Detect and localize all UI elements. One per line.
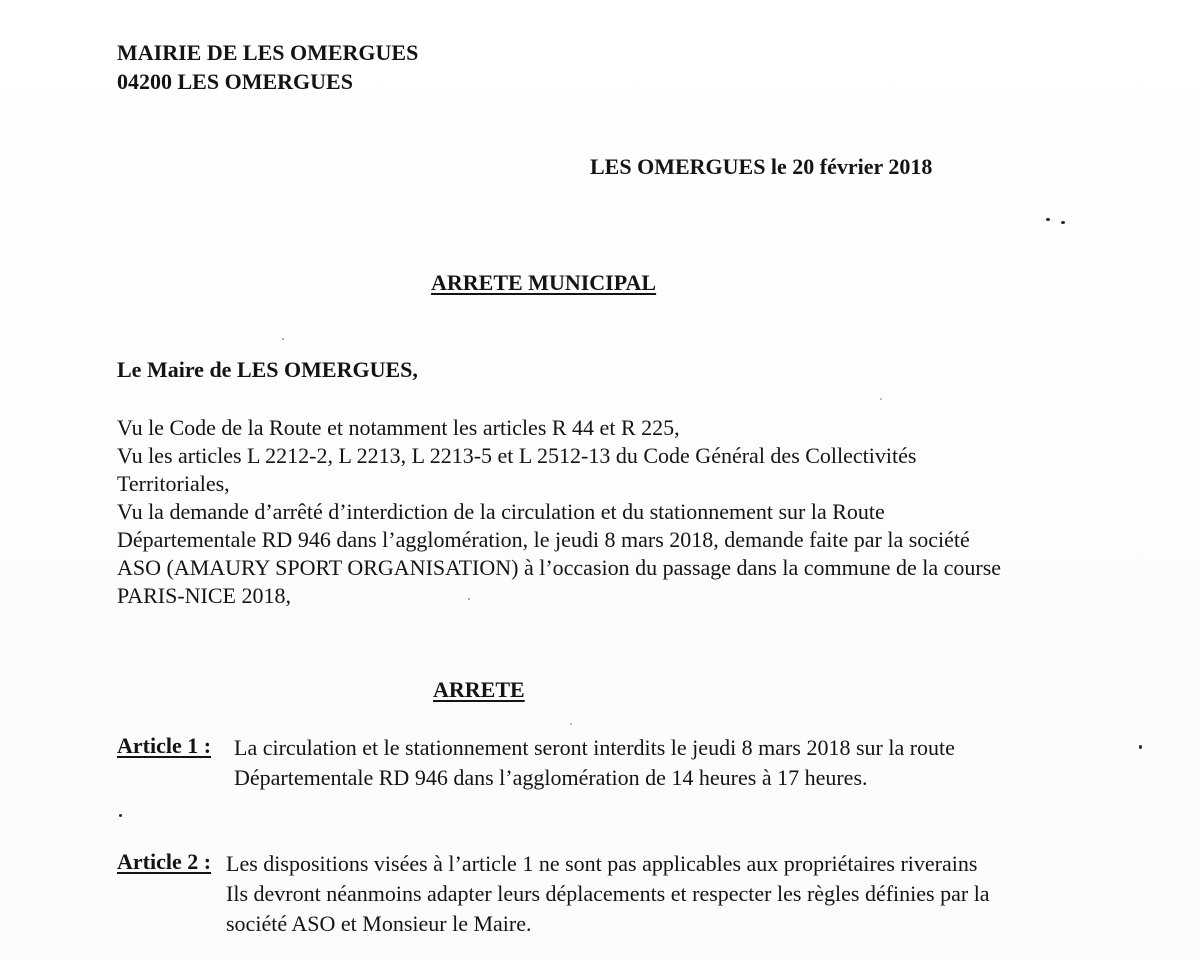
sender-block <box>117 38 418 96</box>
article-line: Les dispositions visées à l’article 1 ne sont pas applicables aux propriétaires riverains <box>226 851 978 876</box>
preamble-line: PARIS-NICE 2018, <box>117 583 291 608</box>
article-line: Départementale RD 946 dans l’agglomération de 14 heures à 17 heures. <box>234 765 868 790</box>
preamble-line: Départementale RD 946 dans l’agglomération, le jeudi 8 mars 2018, demande faite par la société <box>117 527 970 552</box>
article-1-text <box>234 733 955 793</box>
article-2-text <box>226 849 990 939</box>
article-line: Ils devront néanmoins adapter leurs déplacements et respecter les règles définies par la <box>226 881 990 906</box>
place-and-date: LES OMERGUES le 20 février 2018 <box>590 154 933 179</box>
decision-heading: ARRETE <box>433 677 525 702</box>
preamble-line: Vu les articles L 2212-2, L 2213, L 2213-5 et L 2512-13 du Code Général des Collectivités <box>117 443 917 468</box>
article-1-label: Article 1 : <box>117 733 212 758</box>
sender-address: 04200 LES OMERGUES <box>117 69 353 94</box>
sender-name: MAIRIE DE LES OMERGUES <box>117 40 419 65</box>
scan-speck <box>468 598 470 600</box>
scan-speck <box>1046 218 1050 221</box>
scan-speck <box>1139 745 1142 749</box>
scan-speck <box>880 398 882 400</box>
scan-speck <box>1061 221 1065 224</box>
document-title: ARRETE MUNICIPAL <box>431 270 657 295</box>
preamble-line: ASO (AMAURY SPORT ORGANISATION) à l’occasion du passage dans la commune de la course <box>117 555 1002 580</box>
article-line: société ASO et Monsieur le Maire. <box>226 911 532 936</box>
article-line: La circulation et le stationnement seront interdits le jeudi 8 mars 2018 sur la route <box>234 735 955 760</box>
scan-speck <box>570 723 572 725</box>
scan-speck <box>119 814 122 817</box>
scan-speck <box>282 338 284 340</box>
issuer-line: Le Maire de LES OMERGUES, <box>117 357 418 382</box>
preamble-line: Vu la demande d’arrêté d’interdiction de la circulation et du stationnement sur la Route <box>117 499 885 524</box>
preamble-line: Vu le Code de la Route et notamment les articles R 44 et R 225, <box>117 415 680 440</box>
preamble-line: Territoriales, <box>117 471 230 496</box>
article-2-label: Article 2 : <box>117 849 212 874</box>
preamble <box>117 414 1001 610</box>
